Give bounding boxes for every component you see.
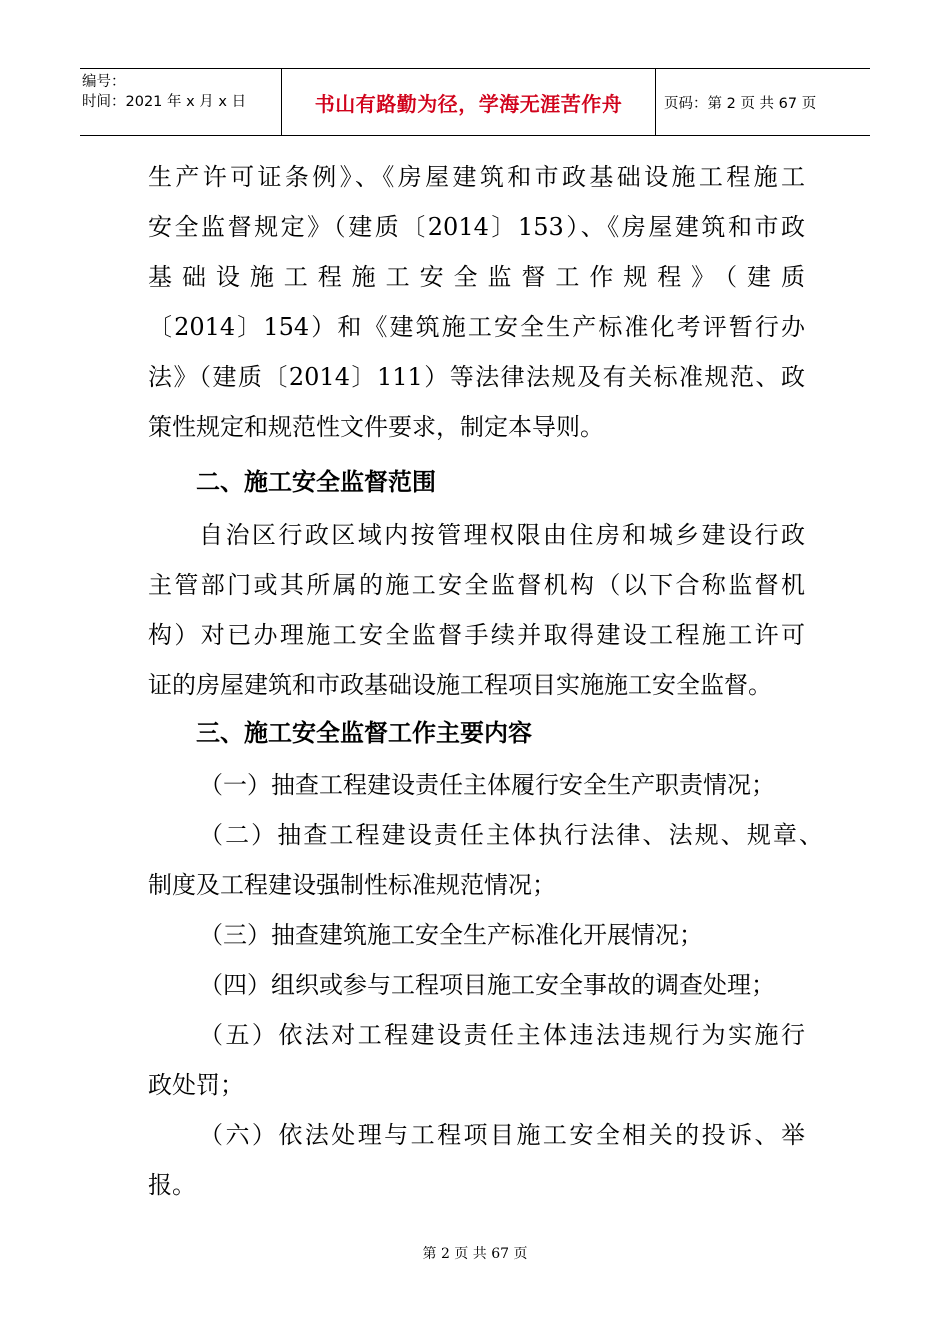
body-line: 策性规定和规范性文件要求，制定本导则。 [148, 413, 604, 441]
body-line: 主管部门或其所属的施工安全监督机构（以下合称监督机 [148, 571, 805, 599]
header-page-info: 页码：第 2 页 共 67 页 [664, 95, 817, 112]
body-line: （三）抽查建筑施工安全生产标准化开展情况； [199, 921, 703, 949]
body-line: 生产许可证条例》、《房屋建筑和市政基础设施工程施工 [148, 163, 805, 191]
body-line: 报。 [148, 1171, 196, 1199]
body-line: 构）对已办理施工安全监督手续并取得建设工程施工许可 [148, 621, 805, 649]
body-line: 〔2014〕154）和《建筑施工安全生产标准化考评暂行办 [148, 313, 805, 341]
body-line: （一）抽查工程建设责任主体履行安全生产职责情况； [199, 771, 775, 799]
header-motto: 书山有路勤为径，学海无涯苦作舟 [314, 91, 623, 116]
body-line: 证的房屋建筑和市政基础设施工程项目实施施工安全监督。 [148, 671, 772, 699]
body-line: （四）组织或参与工程项目施工安全事故的调查处理； [199, 971, 775, 999]
body-line: 自治区行政区域内按管理权限由住房和城乡建设行政 [199, 521, 805, 549]
header-meta [80, 69, 282, 135]
document-number-label: 编号： [82, 74, 126, 90]
page-footer: 第 2 页 共 67 页 [422, 1246, 528, 1262]
section-heading: 二、施工安全监督范围 [196, 468, 436, 496]
body-line: 法》（建质〔2014〕111）等法律法规及有关标准规范、政 [148, 363, 805, 391]
header-motto-cell [282, 69, 656, 135]
body-line: （六）依法处理与工程项目施工安全相关的投诉、举 [199, 1121, 805, 1149]
page-header [80, 68, 870, 136]
body-line: 政处罚； [148, 1071, 244, 1099]
body-line: 基础设施工程施工安全监督工作规程》（建质 [148, 263, 805, 291]
section-heading: 三、施工安全监督工作主要内容 [196, 719, 532, 747]
header-page-info-cell [656, 69, 870, 135]
body-line: 制度及工程建设强制性标准规范情况； [148, 871, 556, 899]
document-date: 时间：2021 年 x 月 x 日 [82, 94, 247, 110]
body-line: （二）抽查工程建设责任主体执行法律、法规、规章、 [199, 821, 823, 849]
body-line: （五）依法对工程建设责任主体违法违规行为实施行 [199, 1021, 805, 1049]
body-line: 安全监督规定》（建质〔2014〕153）、《房屋建筑和市政 [148, 213, 805, 241]
